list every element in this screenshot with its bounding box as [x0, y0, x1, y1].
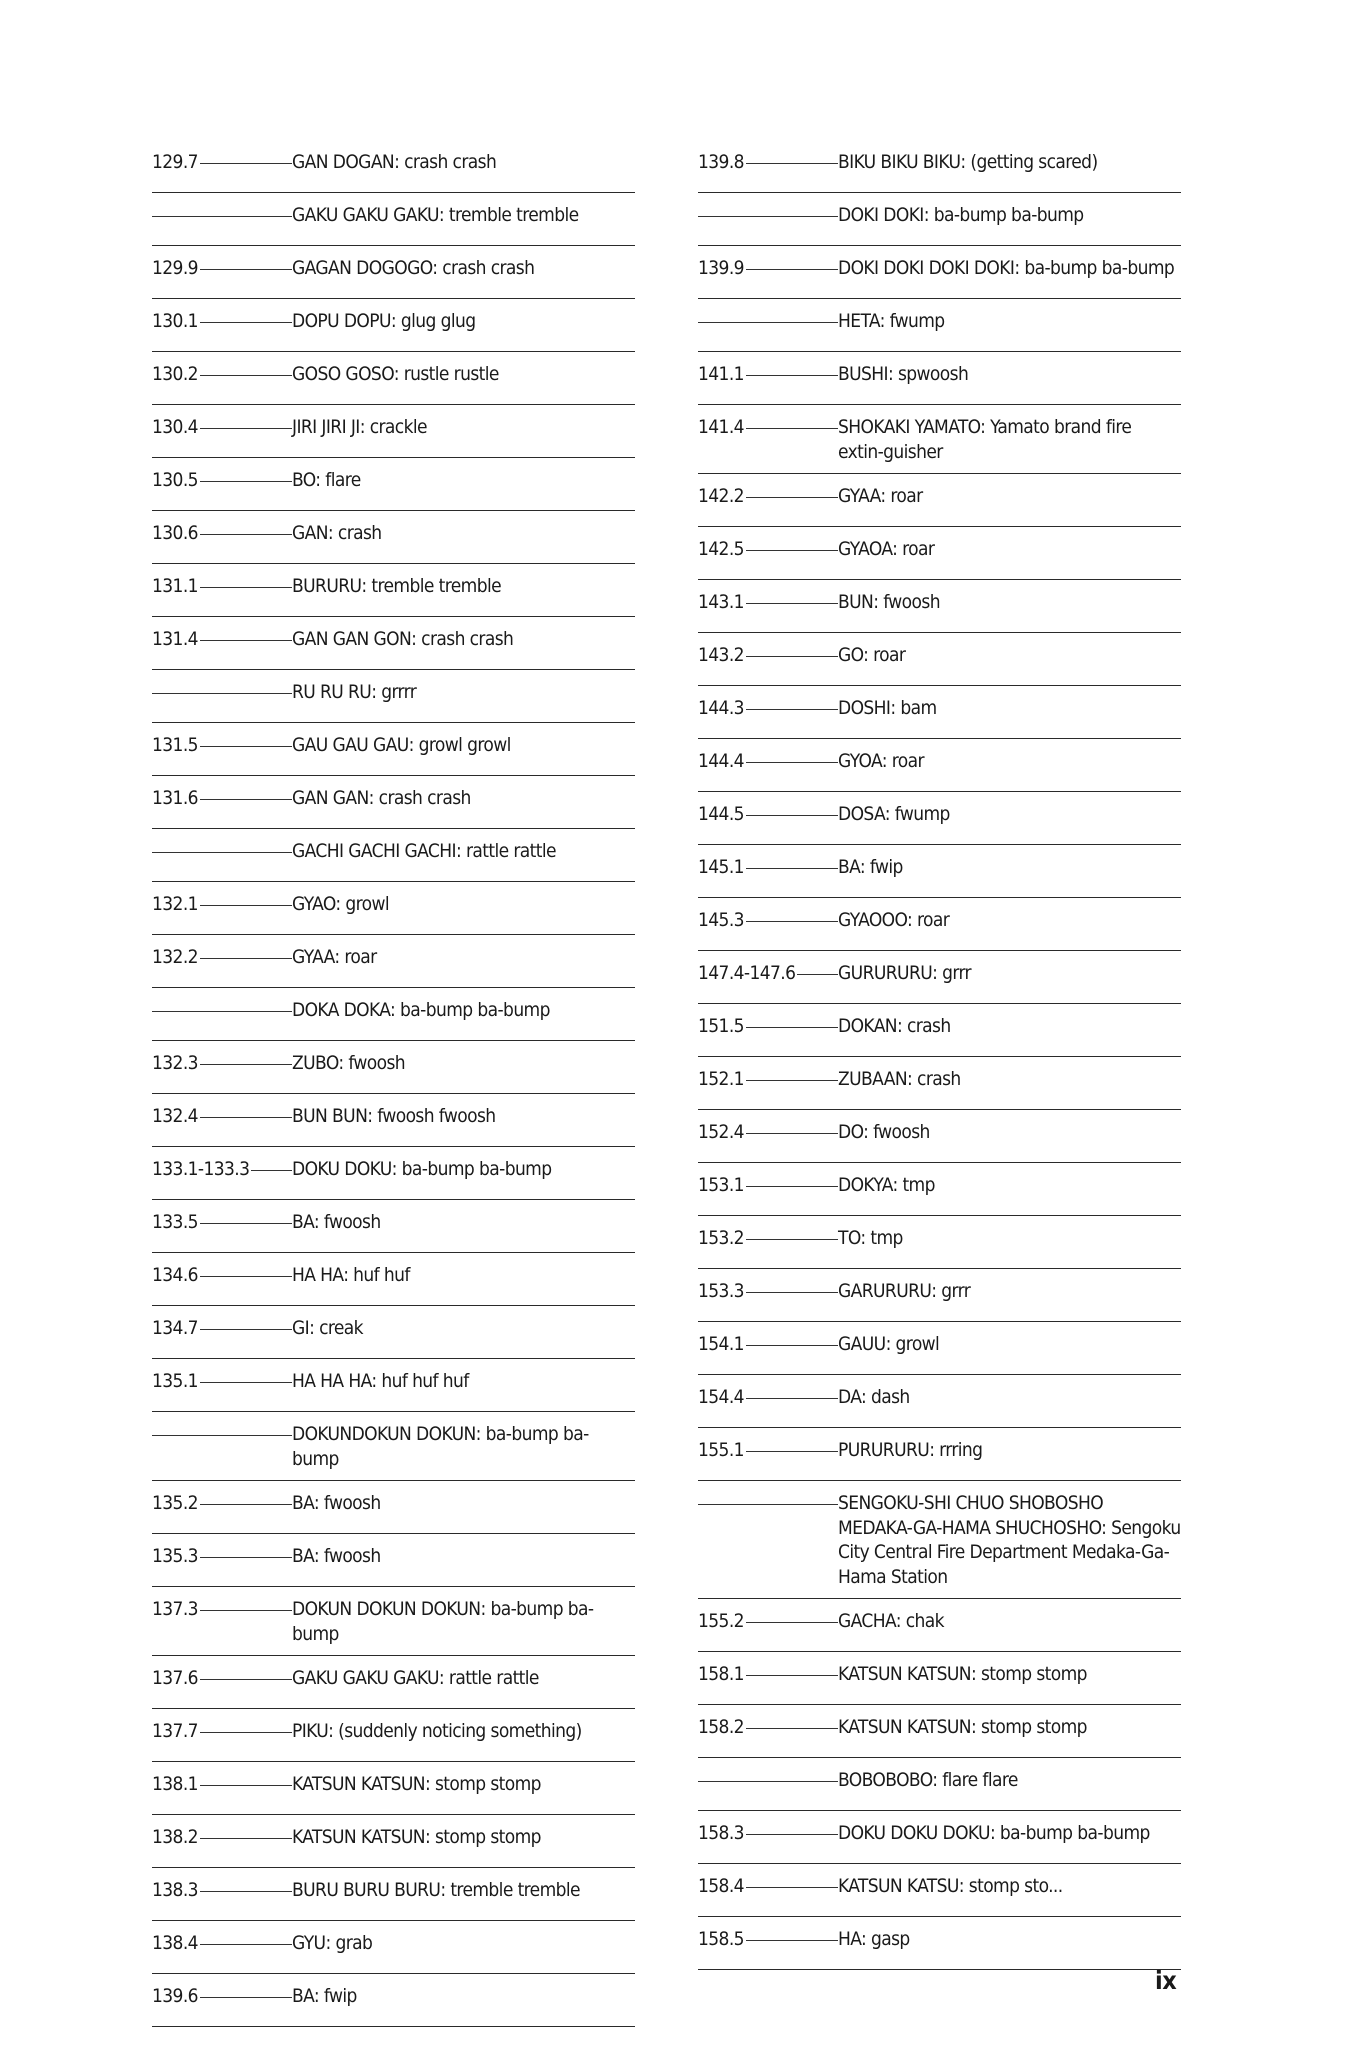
entry-text: BUN: fwoosh: [838, 591, 940, 613]
glossary-entry: [698, 1375, 1181, 1428]
glossary-entry: [698, 1004, 1181, 1057]
glossary-entry: [152, 1147, 635, 1200]
entry-text: BUSHI: spwoosh: [838, 363, 969, 385]
glossary-entry: [698, 246, 1181, 299]
glossary-entry: [698, 792, 1181, 845]
glossary-entry: [698, 140, 1181, 193]
entry-page-ref: 158.2: [698, 1716, 744, 1738]
entry-page-ref: 139.8: [698, 151, 744, 173]
glossary-entry: [698, 686, 1181, 739]
entry-page-ref: 138.4: [152, 1932, 198, 1954]
glossary-entry: [152, 1587, 635, 1656]
entry-text: GO: roar: [838, 644, 906, 666]
entry-text: GAGAN DOGOGO: crash crash: [292, 257, 535, 279]
glossary-entry: [152, 882, 635, 935]
entry-text: BIKU BIKU BIKU: (getting scared): [838, 151, 1098, 173]
glossary-entry: [698, 1864, 1181, 1917]
glossary-entry: [152, 723, 635, 776]
entry-page-ref: 131.4: [152, 628, 198, 650]
glossary-entry: [152, 1921, 635, 1974]
glossary-entry: [152, 140, 635, 193]
entry-page-ref: 138.2: [152, 1826, 198, 1848]
entry-page-ref: 129.9: [152, 257, 198, 279]
glossary-entry: [698, 405, 1181, 474]
entry-text: GACHI GACHI GACHI: rattle rattle: [292, 840, 556, 862]
entry-page-ref: 155.2: [698, 1610, 744, 1632]
entry-text: BA: fwip: [292, 1985, 357, 2007]
right-column: [698, 140, 1181, 1970]
entry-page-ref: 137.6: [152, 1667, 198, 1689]
entry-page-ref: 153.1: [698, 1174, 744, 1196]
glossary-entry: [152, 1200, 635, 1253]
entry-text: SHOKAKI YAMATO: Yamato brand fire extin-guisher: [838, 416, 1132, 463]
entry-text: GYAA: roar: [838, 485, 923, 507]
glossary-entry: [698, 474, 1181, 527]
entry-page-ref: 155.1: [698, 1439, 744, 1461]
entry-page-ref: 138.1: [152, 1773, 198, 1795]
glossary-entry: [152, 617, 635, 670]
glossary-entry: [152, 246, 635, 299]
entry-text: ZUBO: fwoosh: [292, 1052, 406, 1074]
leader-line: [152, 1435, 292, 1436]
glossary-entry: [698, 1599, 1181, 1652]
entry-text: GACHA: chak: [838, 1610, 944, 1632]
leader-line: [698, 322, 838, 323]
entry-text: GAKU GAKU GAKU: rattle rattle: [292, 1667, 539, 1689]
entry-page-ref: 134.7: [152, 1317, 198, 1339]
leader-line: [152, 1011, 292, 1012]
glossary-entry: [152, 564, 635, 617]
entry-text: GYAOOO: roar: [838, 909, 950, 931]
entry-text: DOSA: fwump: [838, 803, 950, 825]
entry-page-ref: 131.5: [152, 734, 198, 756]
glossary-entry: [698, 193, 1181, 246]
glossary-entry: [152, 1815, 635, 1868]
glossary-entry: [152, 1974, 635, 2027]
leader-line: [698, 216, 838, 217]
entry-text: PIKU: (suddenly noticing something): [292, 1720, 582, 1742]
entry-text: DOSHI: bam: [838, 697, 937, 719]
entry-text: HETA: fwump: [838, 310, 945, 332]
entry-page-ref: 139.6: [152, 1985, 198, 2007]
glossary-entry: [152, 1412, 635, 1481]
page-number: ix: [1155, 1966, 1177, 1995]
entry-text: PURURURU: rrring: [838, 1439, 983, 1461]
glossary-entry: [152, 1306, 635, 1359]
entry-page-ref: 158.1: [698, 1663, 744, 1685]
glossary-entry: [152, 352, 635, 405]
entry-page-ref: 138.3: [152, 1879, 198, 1901]
entry-text: GURURURU: grrr: [838, 962, 971, 984]
glossary-entry: [152, 829, 635, 882]
entry-page-ref: 158.4: [698, 1875, 744, 1897]
entry-text: KATSUN KATSU: stomp sto...: [838, 1875, 1063, 1897]
entry-page-ref: 132.1: [152, 893, 198, 915]
glossary-entry: [698, 739, 1181, 792]
glossary-entry: [698, 633, 1181, 686]
entry-text: DOKUNDOKUN DOKUN: ba-bump ba-bump: [292, 1423, 589, 1470]
leader-line: [698, 1781, 838, 1782]
glossary-entry: [698, 1652, 1181, 1705]
entry-text: GYOA: roar: [838, 750, 924, 772]
entry-page-ref: 135.1: [152, 1370, 198, 1392]
entry-page-ref: 141.4: [698, 416, 744, 438]
entry-text: BURU BURU BURU: tremble tremble: [292, 1879, 580, 1901]
glossary-entry: [152, 458, 635, 511]
glossary-entry: [152, 670, 635, 723]
glossary-entry: [698, 1758, 1181, 1811]
glossary-entry: [698, 1428, 1181, 1481]
entry-text: BA: fwip: [838, 856, 903, 878]
entry-page-ref: 135.2: [152, 1492, 198, 1514]
entry-text: KATSUN KATSUN: stomp stomp: [292, 1773, 541, 1795]
glossary-entry: [698, 898, 1181, 951]
glossary-entry: [698, 527, 1181, 580]
glossary-entry: [698, 1811, 1181, 1864]
entry-text: RU RU RU: grrrr: [292, 681, 417, 703]
glossary-entry: [152, 935, 635, 988]
entry-page-ref: 132.4: [152, 1105, 198, 1127]
entry-page-ref: 133.1-133.3: [152, 1158, 250, 1180]
glossary-entry: [152, 511, 635, 564]
entry-page-ref: 130.2: [152, 363, 198, 385]
entry-text: DOKI DOKI: ba-bump ba-bump: [838, 204, 1084, 226]
glossary-entry: [698, 1216, 1181, 1269]
entry-text: DOKU DOKU: ba-bump ba-bump: [292, 1158, 552, 1180]
entry-page-ref: 130.1: [152, 310, 198, 332]
entry-text: GYAOA: roar: [838, 538, 935, 560]
entry-text: DA: dash: [838, 1386, 910, 1408]
leader-line: [152, 216, 292, 217]
glossary-entry: [698, 1481, 1181, 1599]
entry-text: GAN: crash: [292, 522, 382, 544]
glossary-entry: [698, 299, 1181, 352]
glossary-entry: [698, 1705, 1181, 1758]
entry-text: GAN DOGAN: crash crash: [292, 151, 497, 173]
entry-page-ref: 152.4: [698, 1121, 744, 1143]
entry-text: DOKAN: crash: [838, 1015, 951, 1037]
entry-text: DOKU DOKU DOKU: ba-bump ba-bump: [838, 1822, 1150, 1844]
glossary-entry: [152, 1709, 635, 1762]
entry-text: TO: tmp: [838, 1227, 903, 1249]
entry-text: GI: creak: [292, 1317, 363, 1339]
entry-page-ref: 132.2: [152, 946, 198, 968]
entry-page-ref: 132.3: [152, 1052, 198, 1074]
entry-page-ref: 152.1: [698, 1068, 744, 1090]
entry-page-ref: 131.6: [152, 787, 198, 809]
entry-page-ref: 143.2: [698, 644, 744, 666]
glossary-entry: [152, 1762, 635, 1815]
glossary-entry: [698, 845, 1181, 898]
entry-page-ref: 131.1: [152, 575, 198, 597]
entry-text: KATSUN KATSUN: stomp stomp: [838, 1716, 1087, 1738]
glossary-entry: [152, 1534, 635, 1587]
entry-text: DOKYA: tmp: [838, 1174, 935, 1196]
entry-text: GAUU: growl: [838, 1333, 940, 1355]
glossary-entry: [698, 352, 1181, 405]
leader-line: [152, 852, 292, 853]
entry-text: GAN GAN: crash crash: [292, 787, 471, 809]
entry-text: GYAA: roar: [292, 946, 377, 968]
glossary-entry: [152, 1868, 635, 1921]
entry-page-ref: 158.5: [698, 1928, 744, 1950]
entry-page-ref: 154.4: [698, 1386, 744, 1408]
entry-text: BUN BUN: fwoosh fwoosh: [292, 1105, 496, 1127]
entry-page-ref: 130.5: [152, 469, 198, 491]
glossary-entry: [698, 1163, 1181, 1216]
entry-page-ref: 141.1: [698, 363, 744, 385]
entry-text: HA: gasp: [838, 1928, 910, 1950]
entry-page-ref: 145.3: [698, 909, 744, 931]
entry-text: DOKUN DOKUN DOKUN: ba-bump ba-bump: [292, 1598, 594, 1645]
entry-page-ref: 135.3: [152, 1545, 198, 1567]
entry-page-ref: 142.5: [698, 538, 744, 560]
entry-text: BURURU: tremble tremble: [292, 575, 502, 597]
entry-text: BA: fwoosh: [292, 1211, 381, 1233]
glossary-entry: [152, 405, 635, 458]
entry-text: JIRI JIRI JI: crackle: [292, 416, 427, 438]
entry-page-ref: 145.1: [698, 856, 744, 878]
glossary-entry: [698, 1110, 1181, 1163]
entry-page-ref: 153.2: [698, 1227, 744, 1249]
entry-text: KATSUN KATSUN: stomp stomp: [292, 1826, 541, 1848]
entry-page-ref: 143.1: [698, 591, 744, 613]
entry-page-ref: 139.9: [698, 257, 744, 279]
entry-page-ref: 133.5: [152, 1211, 198, 1233]
glossary-entry: [152, 193, 635, 246]
glossary-entry: [152, 988, 635, 1041]
leader-line: [152, 693, 292, 694]
entry-text: DO: fwoosh: [838, 1121, 930, 1143]
entry-text: SENGOKU-SHI CHUO SHOBOSHO MEDAKA-GA-HAMA SHUCHOSHO: Sengoku City Central Fire Department Medaka-Ga-Hama Station: [838, 1492, 1181, 1588]
entry-text: DOKI DOKI DOKI DOKI: ba-bump ba-bump: [838, 257, 1175, 279]
glossary-entry: [152, 1656, 635, 1709]
glossary-entry: [152, 1481, 635, 1534]
entry-page-ref: 147.4-147.6: [698, 962, 796, 984]
entry-text: BA: fwoosh: [292, 1545, 381, 1567]
glossary-entry: [152, 1094, 635, 1147]
entry-text: GAKU GAKU GAKU: tremble tremble: [292, 204, 579, 226]
entry-text: BO: flare: [292, 469, 361, 491]
entry-page-ref: 137.3: [152, 1598, 198, 1620]
entry-text: GYAO: growl: [292, 893, 389, 915]
entry-text: HA HA HA: huf huf huf: [292, 1370, 469, 1392]
left-column: [152, 140, 635, 2027]
entry-page-ref: 137.7: [152, 1720, 198, 1742]
glossary-entry: [698, 1917, 1181, 1970]
entry-page-ref: 142.2: [698, 485, 744, 507]
entry-text: DOKA DOKA: ba-bump ba-bump: [292, 999, 550, 1021]
entry-page-ref: 144.5: [698, 803, 744, 825]
glossary-entry: [152, 1359, 635, 1412]
entry-page-ref: 134.6: [152, 1264, 198, 1286]
glossary-entry: [698, 580, 1181, 633]
glossary-entry: [698, 1322, 1181, 1375]
entry-text: GAN GAN GON: crash crash: [292, 628, 514, 650]
entry-page-ref: 129.7: [152, 151, 198, 173]
entry-text: ZUBAAN: crash: [838, 1068, 961, 1090]
glossary-entry: [698, 1057, 1181, 1110]
glossary-entry: [698, 1269, 1181, 1322]
leader-line: [698, 1504, 838, 1505]
glossary-entry: [152, 776, 635, 829]
glossary-entry: [152, 1041, 635, 1094]
entry-page-ref: 151.5: [698, 1015, 744, 1037]
entry-text: GYU: grab: [292, 1932, 373, 1954]
entry-page-ref: 144.4: [698, 750, 744, 772]
entry-text: GOSO GOSO: rustle rustle: [292, 363, 499, 385]
entry-page-ref: 153.3: [698, 1280, 744, 1302]
glossary-entry: [152, 299, 635, 352]
entry-text: GARURURU: grrr: [838, 1280, 971, 1302]
glossary-entry: [698, 951, 1181, 1004]
glossary-entry: [152, 1253, 635, 1306]
entry-page-ref: 158.3: [698, 1822, 744, 1844]
entry-text: HA HA: huf huf: [292, 1264, 410, 1286]
entry-text: KATSUN KATSUN: stomp stomp: [838, 1663, 1087, 1685]
entry-text: GAU GAU GAU: growl growl: [292, 734, 511, 756]
entry-page-ref: 154.1: [698, 1333, 744, 1355]
entry-text: BA: fwoosh: [292, 1492, 381, 1514]
entry-page-ref: 144.3: [698, 697, 744, 719]
entry-page-ref: 130.4: [152, 416, 198, 438]
entry-page-ref: 130.6: [152, 522, 198, 544]
entry-text: DOPU DOPU: glug glug: [292, 310, 476, 332]
entry-text: BOBOBOBO: flare flare: [838, 1769, 1018, 1791]
